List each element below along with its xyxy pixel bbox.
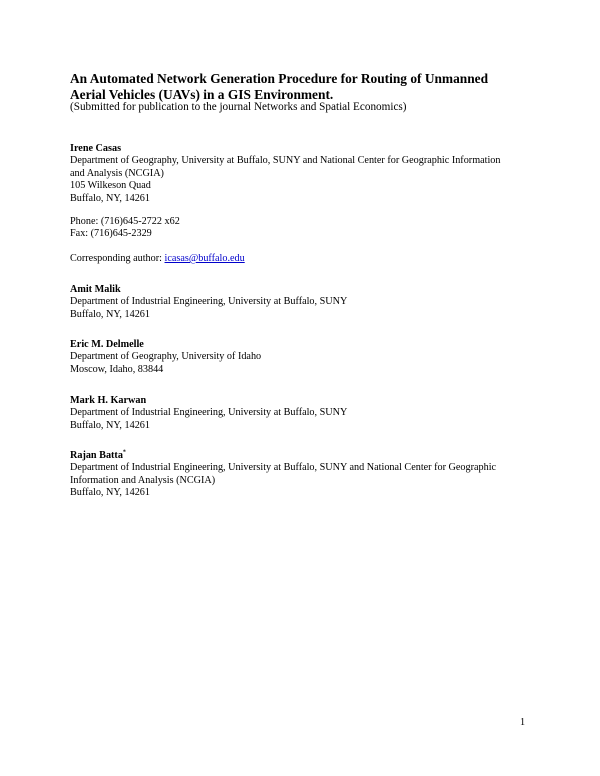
paper-title — [70, 71, 540, 102]
author-name: Amit Malik — [70, 284, 121, 295]
author-affiliation: Department of Geography, University of Idaho — [70, 351, 262, 363]
author-name-row — [70, 450, 540, 462]
page-number: 1 — [520, 717, 526, 728]
author-city: Buffalo, NY, 14261 — [70, 419, 150, 431]
title-line-2: Aerial Vehicles (UAVs) in a GIS Environment. — [70, 86, 334, 102]
phone-number: Phone: (716)645-2722 x62 — [70, 216, 180, 227]
author-block-casas — [70, 143, 540, 205]
author-affiliation: Department of Industrial Engineering, University at Buffalo, SUNY and National Center for Geographic — [70, 462, 497, 474]
author-name: Rajan Batta — [70, 450, 123, 461]
corresponding-marker: * — [122, 449, 126, 456]
corresponding-label: Corresponding author: — [70, 253, 165, 264]
author-affiliation: Department of Industrial Engineering, University at Buffalo, SUNY — [70, 296, 348, 308]
submission-note: (Submitted for publication to the journal Networks and Spatial Economics) — [70, 101, 407, 113]
contact-block — [70, 216, 540, 241]
author-name: Eric M. Delmelle — [70, 339, 144, 350]
author-affiliation-cont: Information and Analysis (NCGIA) — [70, 474, 216, 486]
author-block-batta — [70, 450, 540, 500]
author-name: Mark H. Karwan — [70, 395, 147, 406]
author-city: Buffalo, NY, 14261 — [70, 308, 150, 320]
author-affiliation: Department of Industrial Engineering, University at Buffalo, SUNY — [70, 407, 348, 419]
author-affiliation: Department of Geography, University at Buffalo, SUNY and National Center for Geographic Information — [70, 155, 501, 167]
author-city: Moscow, Idaho, 83844 — [70, 363, 164, 375]
author-affiliation-cont: and Analysis (NCGIA) — [70, 167, 164, 179]
author-name: Irene Casas — [70, 143, 122, 154]
author-block-malik — [70, 284, 540, 321]
author-block-delmelle — [70, 339, 540, 376]
author-city: Buffalo, NY, 14261 — [70, 487, 150, 499]
email-link[interactable]: icasas@buffalo.edu — [164, 253, 245, 264]
author-address: 105 Wilkeson Quad — [70, 180, 151, 192]
corresponding-author — [70, 253, 540, 265]
author-city: Buffalo, NY, 14261 — [70, 192, 150, 204]
author-block-karwan — [70, 395, 540, 432]
title-line-1: An Automated Network Generation Procedure for Routing of Unmanned — [70, 71, 489, 86]
fax-number: Fax: (716)645-2329 — [70, 228, 152, 240]
